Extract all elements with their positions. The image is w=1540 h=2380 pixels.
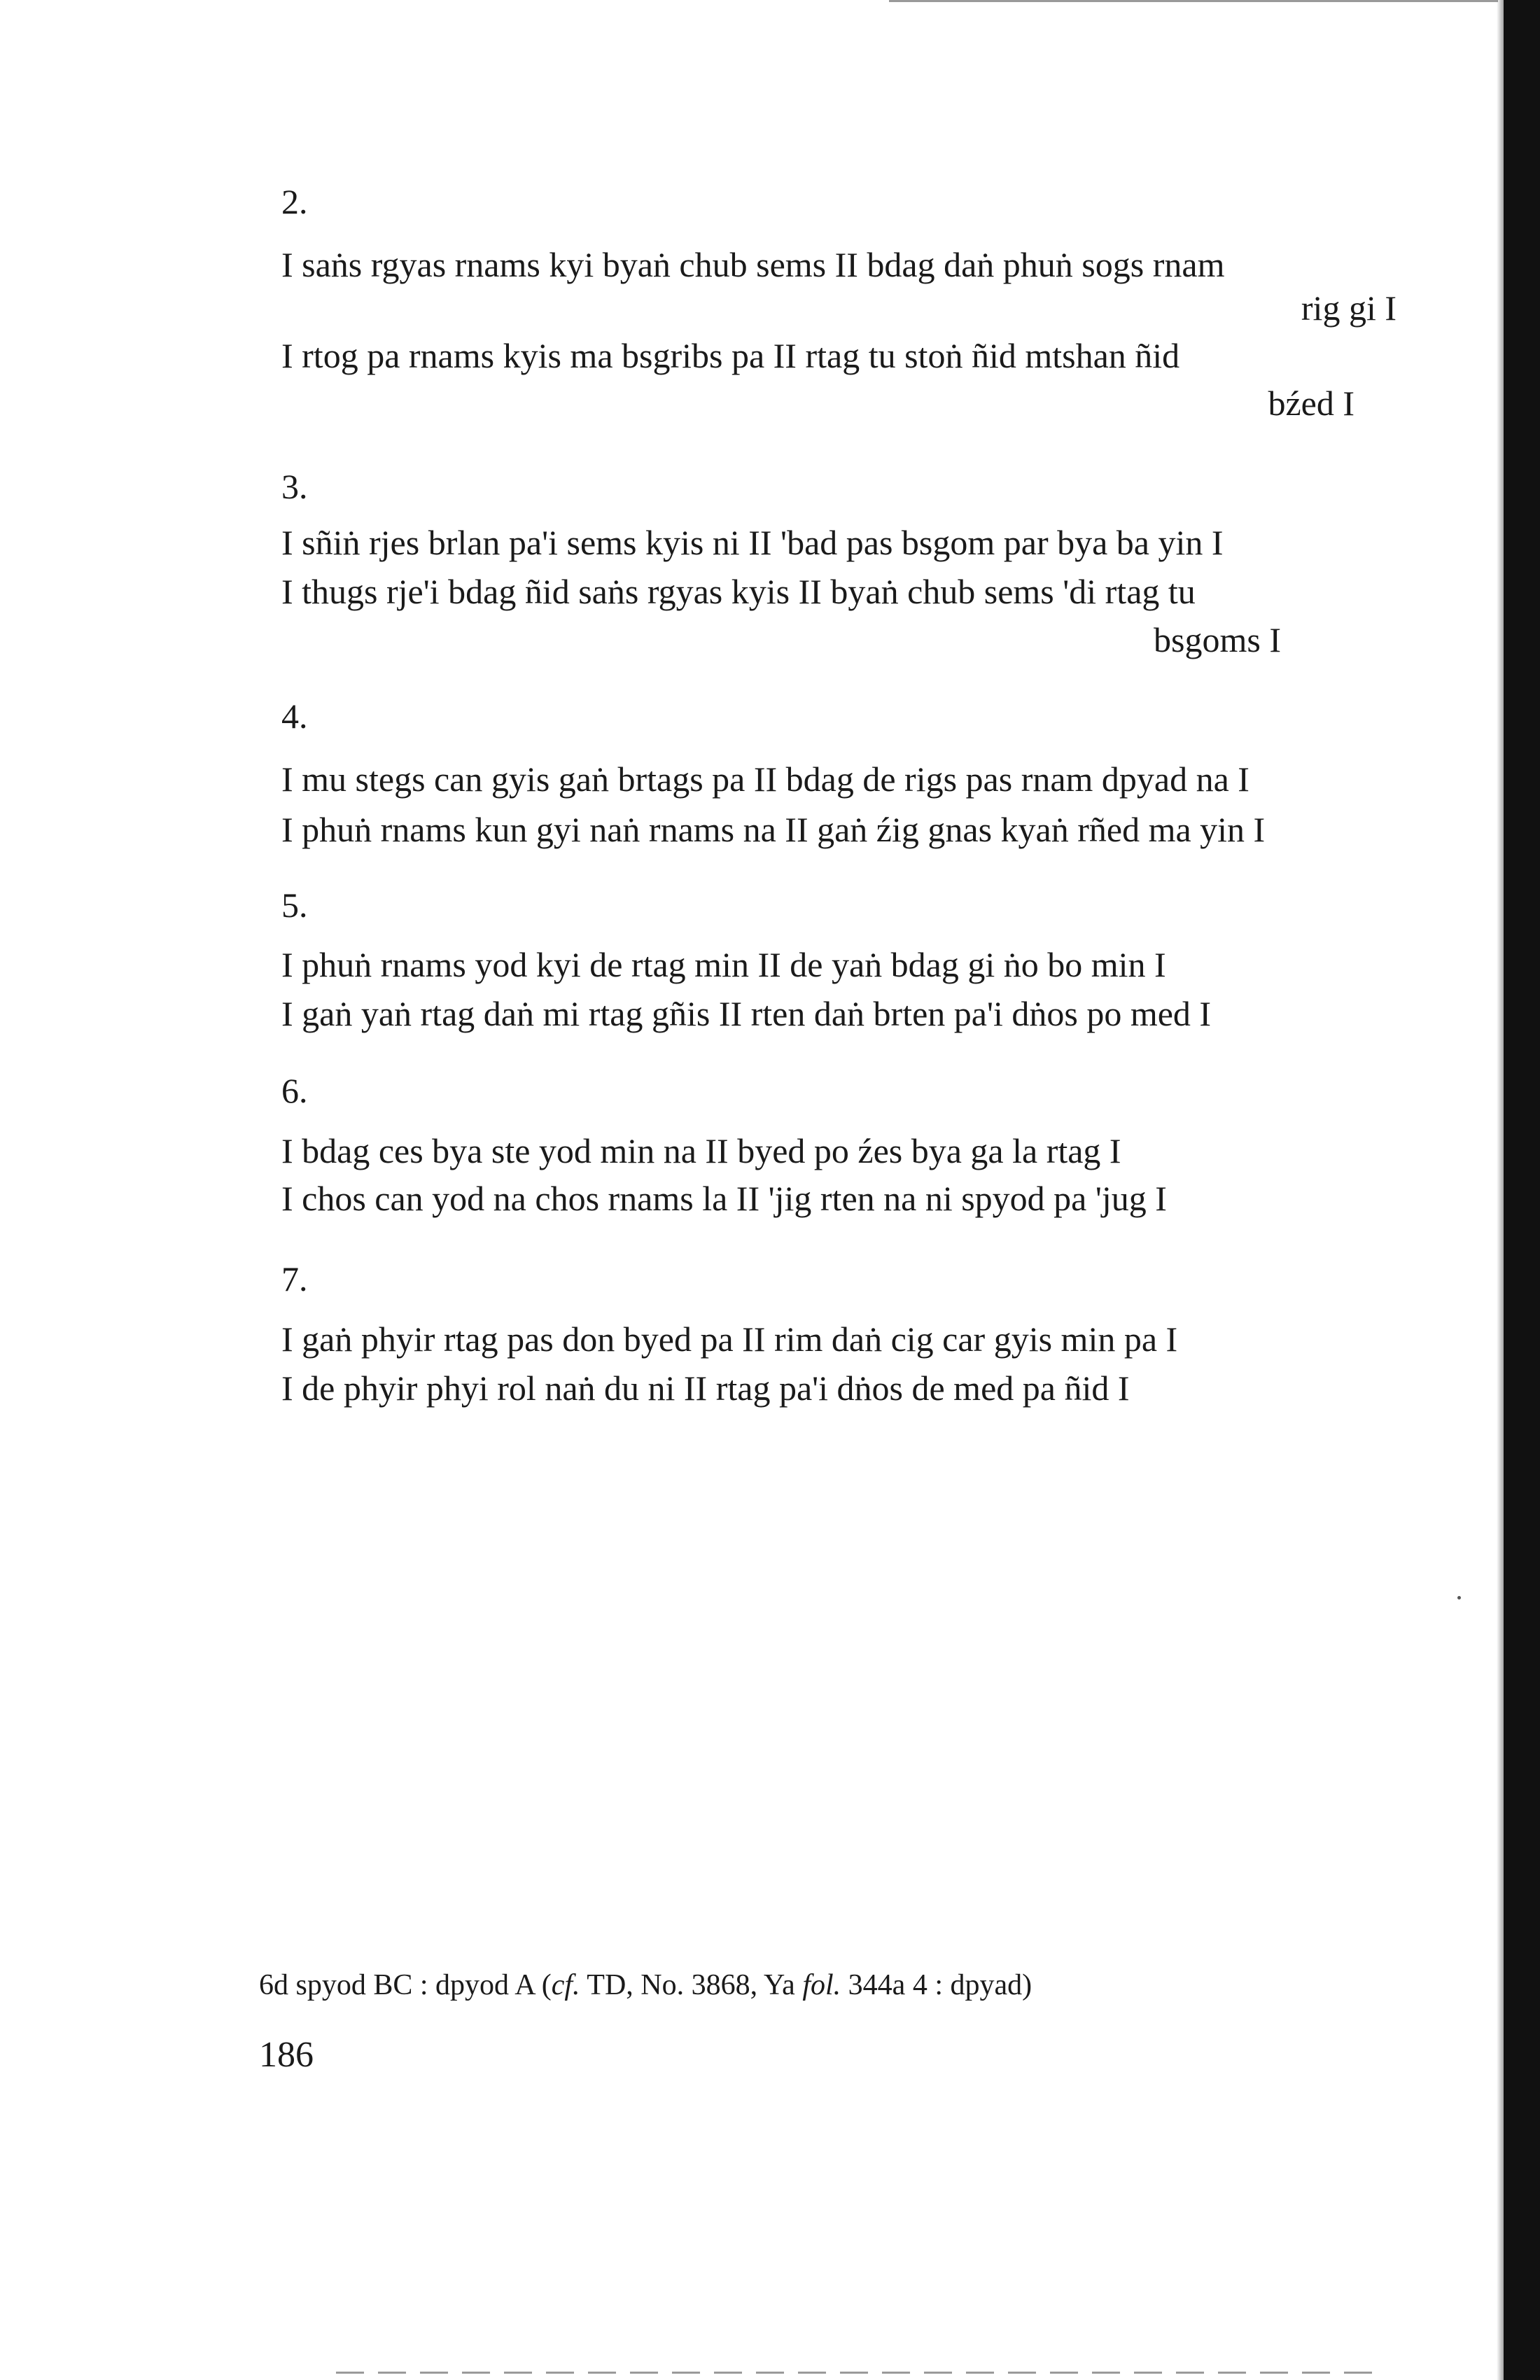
- verse-line: I phuṅ rnams kun gyi naṅ rnams na II gaṅ źig gnas kyaṅ rñed ma yin I: [281, 810, 1266, 849]
- verse-number: 3.: [281, 467, 308, 506]
- footnote-cf: cf.: [551, 1969, 580, 2001]
- footnote-middle: TD, No. 3868, Ya: [580, 1969, 803, 2001]
- verse-line: I gaṅ phyir rtag pas don byed pa II rim daṅ cig car gyis min pa I: [281, 1320, 1178, 1359]
- verse-line: I thugs rje'i bdag ñid saṅs rgyas kyis II byaṅ chub sems 'di rtag tu: [281, 572, 1196, 611]
- verse-line-continuation: rig gi I: [1301, 288, 1396, 328]
- verse-number: 5.: [281, 886, 308, 925]
- verse-line: I chos can yod na chos rnams la II 'jig rten na ni spyod pa 'jug I: [281, 1179, 1167, 1218]
- verse-line: I de phyir phyi rol naṅ du ni II rtag pa'i dṅos de med pa ñid I: [281, 1368, 1130, 1408]
- verse-line: I sñiṅ rjes brlan pa'i sems kyis ni II 'bad pas bsgom par bya ba yin I: [281, 523, 1224, 562]
- verse-line: I phuṅ rnams yod kyi de rtag min II de yaṅ bdag gi ṅo bo min I: [281, 945, 1166, 984]
- page-binding-edge: [1504, 0, 1540, 2380]
- verse-line: I saṅs rgyas rnams kyi byaṅ chub sems II bdag daṅ phuṅ sogs rnam: [281, 245, 1225, 284]
- footnote-fol: fol.: [802, 1969, 841, 2001]
- footnote-prefix: 6d spyod BC : dpyod A (: [259, 1969, 552, 2001]
- footnote: [259, 1967, 1032, 2003]
- verse-line: I rtog pa rnams kyis ma bsgribs pa II rtag tu stoṅ ñid mtshan ñid: [281, 336, 1180, 375]
- verse-number: 4.: [281, 696, 308, 736]
- verse-line-continuation: bźed I: [1268, 384, 1354, 423]
- verse-line: I bdag ces bya ste yod min na II byed po źes bya ga la rtag I: [281, 1131, 1121, 1170]
- bottom-edge-rule: [336, 2372, 1386, 2374]
- page-number: 186: [259, 2035, 314, 2075]
- verse-number: 2.: [281, 182, 308, 221]
- verse-line-continuation: bsgoms I: [1154, 620, 1281, 659]
- verse-number: 7.: [281, 1259, 308, 1298]
- verse-line: I mu stegs can gyis gaṅ brtags pa II bdag de rigs pas rnam dpyad na I: [281, 760, 1250, 799]
- footnote-suffix: 344a 4 : dpyad): [841, 1969, 1032, 2001]
- verse-line: I gaṅ yaṅ rtag daṅ mi rtag gñis II rten daṅ brten pa'i dṅos po med I: [281, 994, 1212, 1033]
- top-edge-rule: [889, 0, 1498, 2]
- scan-speck: [1457, 1596, 1461, 1600]
- page-edge-shadow: [1497, 0, 1504, 2380]
- verse-number: 6.: [281, 1071, 308, 1110]
